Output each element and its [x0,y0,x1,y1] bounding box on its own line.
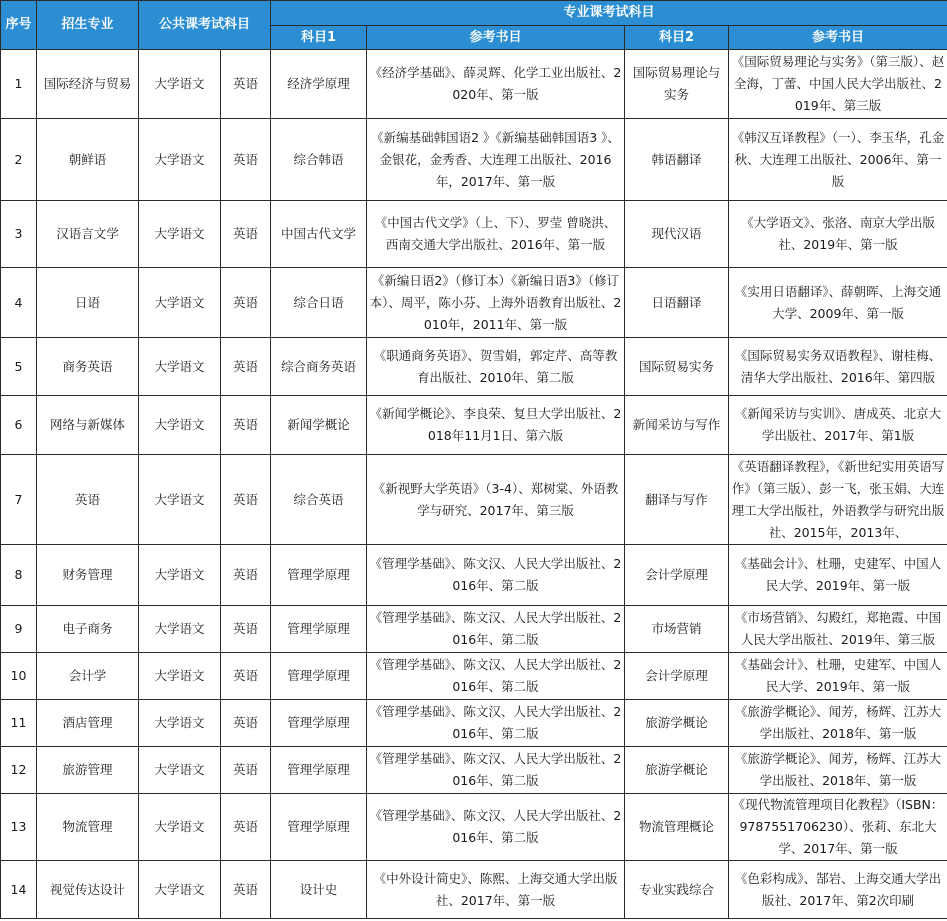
cell-public-2: 英语 [221,606,271,653]
cell-book1: 《管理学基础》、陈文汉、人民大学出版社、2016年、第二版 [367,700,625,747]
cell-book2: 《旅游学概论》、闻芳，杨辉、江苏大学出版社、2018年、第一版 [729,700,947,747]
cell-subject2: 旅游学概论 [625,700,729,747]
cell-book1: 《新编日语2》（修订本）《新编日语3》（修订本）、周平，陈小芬、上海外语教育出版社、2010年，2011年、第一版 [367,268,625,338]
cell-subject1: 综合韩语 [271,119,367,201]
header-major: 招生专业 [37,1,139,50]
cell-major: 日语 [37,268,139,338]
cell-seq: 6 [1,396,37,455]
cell-subject1: 设计史 [271,861,367,919]
cell-subject1: 管理学原理 [271,794,367,861]
header-book1: 参考书目 [367,26,625,50]
cell-public-1: 大学语文 [139,653,221,700]
table-row [1,455,947,545]
cell-book2: 《英语翻译教程》，《新世纪实用英语写作》（第三版）、彭一飞，张玉娟、大连理工大学出版社，外语教学与研究出版社、2015年，2013年、 [729,455,947,545]
cell-book1: 《管理学基础》、陈文汉、人民大学出版社、2016年、第二版 [367,794,625,861]
cell-public-2: 英语 [221,50,271,119]
cell-major: 商务英语 [37,338,139,396]
cell-subject2: 会计学原理 [625,545,729,606]
table-row [1,861,947,919]
cell-book1: 《中外设计简史》、陈熙、上海交通大学出版社、2017年、第一版 [367,861,625,919]
cell-public-1: 大学语文 [139,545,221,606]
cell-public-2: 英语 [221,268,271,338]
cell-public-1: 大学语文 [139,861,221,919]
cell-major: 国际经济与贸易 [37,50,139,119]
cell-subject1: 管理学原理 [271,700,367,747]
cell-major: 物流管理 [37,794,139,861]
cell-seq: 7 [1,455,37,545]
cell-seq: 13 [1,794,37,861]
cell-major: 电子商务 [37,606,139,653]
cell-public-1: 大学语文 [139,747,221,794]
cell-subject2: 现代汉语 [625,201,729,268]
cell-public-1: 大学语文 [139,606,221,653]
cell-public-1: 大学语文 [139,338,221,396]
cell-seq: 4 [1,268,37,338]
cell-book2: 《实用日语翻译》、薛朝晖、上海交通大学、2009年、第一版 [729,268,947,338]
cell-major: 汉语言文学 [37,201,139,268]
cell-public-2: 英语 [221,396,271,455]
cell-book2: 《现代物流管理项目化教程》（ISBN：9787551706230）、张莉、东北大学、2017年、第一版 [729,794,947,861]
cell-public-2: 英语 [221,861,271,919]
cell-subject1: 中国古代文学 [271,201,367,268]
cell-subject1: 经济学原理 [271,50,367,119]
cell-subject2: 翻译与写作 [625,455,729,545]
table-row [1,700,947,747]
cell-major: 旅游管理 [37,747,139,794]
cell-public-2: 英语 [221,338,271,396]
cell-public-2: 英语 [221,545,271,606]
cell-public-2: 英语 [221,794,271,861]
header-subject1: 科目1 [271,26,367,50]
cell-subject1: 新闻学概论 [271,396,367,455]
table-row [1,201,947,268]
table-row [1,268,947,338]
cell-subject2: 日语翻译 [625,268,729,338]
cell-public-2: 英语 [221,119,271,201]
table-row [1,50,947,119]
header-book2: 参考书目 [729,26,947,50]
cell-public-1: 大学语文 [139,455,221,545]
cell-public-2: 英语 [221,455,271,545]
cell-subject1: 管理学原理 [271,747,367,794]
cell-public-1: 大学语文 [139,268,221,338]
cell-book2: 《新闻采访与实训》、唐成英、北京大学出版社、2017年、第1版 [729,396,947,455]
cell-seq: 14 [1,861,37,919]
cell-subject1: 综合商务英语 [271,338,367,396]
cell-subject2: 会计学原理 [625,653,729,700]
cell-book2: 《韩汉互译教程》（一）、李玉华，孔金秋、大连理工出版社、2006年、第一版 [729,119,947,201]
header-public-exam: 公共课考试科目 [139,1,271,50]
cell-book1: 《中国古代文学》（上、下）、罗莹 曾晓洪、西南交通大学出版社、2016年、第一版 [367,201,625,268]
cell-seq: 12 [1,747,37,794]
cell-seq: 10 [1,653,37,700]
cell-subject1: 综合日语 [271,268,367,338]
cell-major: 网络与新媒体 [37,396,139,455]
cell-public-2: 英语 [221,201,271,268]
cell-major: 英语 [37,455,139,545]
cell-book2: 《国际贸易理论与实务》（第三版）、赵全海，丁蕾、中国人民大学出版社、2019年、第三版 [729,50,947,119]
cell-subject1: 综合英语 [271,455,367,545]
table-row [1,545,947,606]
header-professional-exam: 专业课考试科目 [271,1,947,26]
cell-book1: 《经济学基础》、薛灵辉、化学工业出版社、2020年、第一版 [367,50,625,119]
cell-public-2: 英语 [221,700,271,747]
cell-book2: 《市场营销》、勾殿红，郑艳霞、中国人民大学出版社、2019年、第三版 [729,606,947,653]
cell-book2: 《旅游学概论》、闻芳，杨辉、江苏大学出版社、2018年、第一版 [729,747,947,794]
cell-book2: 《大学语文》、张洛、南京大学出版社、2019年、第一版 [729,201,947,268]
cell-book1: 《新闻学概论》、李良荣、复旦大学出版社、2018年11月1日、第六版 [367,396,625,455]
cell-public-2: 英语 [221,747,271,794]
table-row [1,119,947,201]
cell-subject2: 旅游学概论 [625,747,729,794]
cell-book2: 《国际贸易实务双语教程》、谢桂梅、清华大学出版社、2016年、第四版 [729,338,947,396]
cell-seq: 5 [1,338,37,396]
table-row [1,794,947,861]
cell-book1: 《新视野大学英语》（3-4）、郑树棠、外语教学与研究、2017年、第三版 [367,455,625,545]
cell-book2: 《色彩构成》、郜岩、上海交通大学出版社、2017年、第2次印刷 [729,861,947,919]
cell-seq: 2 [1,119,37,201]
cell-subject1: 管理学原理 [271,606,367,653]
cell-public-1: 大学语文 [139,794,221,861]
table-row [1,653,947,700]
header-seq: 序号 [1,1,37,50]
cell-book2: 《基础会计》、杜珊，史建军、中国人民大学、2019年、第一版 [729,545,947,606]
cell-seq: 8 [1,545,37,606]
cell-book1: 《管理学基础》、陈文汉、人民大学出版社、2016年、第二版 [367,606,625,653]
table-row [1,606,947,653]
cell-major: 朝鲜语 [37,119,139,201]
cell-major: 财务管理 [37,545,139,606]
cell-public-1: 大学语文 [139,201,221,268]
cell-subject2: 专业实践综合 [625,861,729,919]
table-row [1,338,947,396]
cell-subject1: 管理学原理 [271,653,367,700]
cell-subject2: 国际贸易实务 [625,338,729,396]
cell-public-1: 大学语文 [139,50,221,119]
cell-book1: 《管理学基础》、陈文汉、人民大学出版社、2016年、第二版 [367,653,625,700]
cell-subject2: 国际贸易理论与实务 [625,50,729,119]
cell-book2: 《基础会计》、杜珊，史建军、中国人民大学、2019年、第一版 [729,653,947,700]
cell-book1: 《管理学基础》、陈文汉、人民大学出版社、2016年、第二版 [367,545,625,606]
cell-book1: 《新编基础韩国语2 》《新编基础韩国语3 》、金银花，金秀香、大连理工出版社、2016年，2017年、第一版 [367,119,625,201]
cell-subject2: 市场营销 [625,606,729,653]
cell-major: 视觉传达设计 [37,861,139,919]
cell-subject2: 韩语翻译 [625,119,729,201]
cell-book1: 《职通商务英语》、贺雪娟，郭定芹、高等教育出版社、2010年、第二版 [367,338,625,396]
cell-major: 会计学 [37,653,139,700]
cell-public-1: 大学语文 [139,119,221,201]
cell-seq: 9 [1,606,37,653]
table-body [1,50,947,919]
cell-subject2: 新闻采访与写作 [625,396,729,455]
cell-subject2: 物流管理概论 [625,794,729,861]
cell-public-1: 大学语文 [139,396,221,455]
cell-seq: 1 [1,50,37,119]
cell-public-2: 英语 [221,653,271,700]
cell-book1: 《管理学基础》、陈文汉、人民大学出版社、2016年、第二版 [367,747,625,794]
cell-subject1: 管理学原理 [271,545,367,606]
cell-seq: 11 [1,700,37,747]
header-row-top [1,1,947,26]
cell-seq: 3 [1,201,37,268]
table-row [1,747,947,794]
header-subject2: 科目2 [625,26,729,50]
cell-public-1: 大学语文 [139,700,221,747]
table-row [1,396,947,455]
cell-major: 酒店管理 [37,700,139,747]
